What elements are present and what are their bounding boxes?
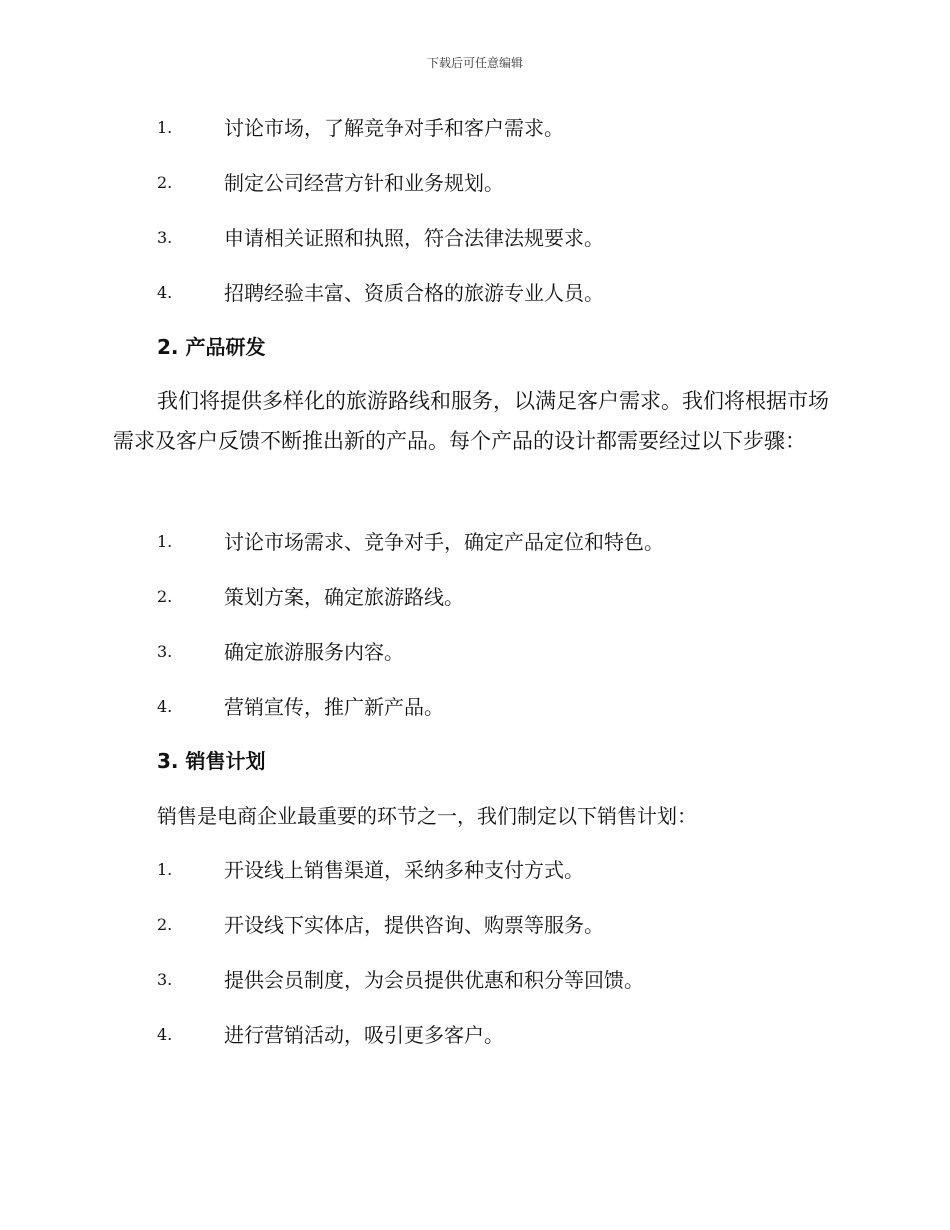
list-number: 2. (157, 587, 173, 606)
list-number: 3. (157, 228, 173, 247)
list-text: 营销宣传，推广新产品。 (224, 695, 444, 719)
section-heading-sales-plan: 3. 销售计划 (157, 749, 266, 773)
list-text: 进行营销活动，吸引更多客户。 (224, 1023, 504, 1047)
list-number: 1. (157, 118, 173, 137)
list-text: 开设线上销售渠道，采纳多种支付方式。 (224, 858, 584, 882)
list-text: 招聘经验丰富、资质合格的旅游专业人员。 (224, 281, 604, 305)
list-item (157, 223, 604, 253)
list-number: 4. (157, 697, 173, 716)
list-number: 1. (157, 532, 173, 551)
list-item (157, 168, 504, 198)
list-number: 3. (157, 642, 173, 661)
list-number: 2. (157, 915, 173, 934)
list-number: 4. (157, 283, 173, 302)
page-header: 下载后可任意编辑 (426, 56, 523, 70)
list-item (157, 965, 644, 995)
list-text: 策划方案，确定旅游路线。 (224, 585, 464, 609)
list-text: 讨论市场需求、竞争对手，确定产品定位和特色。 (224, 530, 664, 554)
list-text: 制定公司经营方针和业务规划。 (224, 171, 504, 195)
list-number: 2. (157, 173, 173, 192)
list-item (157, 637, 404, 667)
list-item (157, 910, 604, 940)
list-text: 申请相关证照和执照，符合法律法规要求。 (224, 226, 604, 250)
list-text: 提供会员制度，为会员提供优惠和积分等回馈。 (224, 968, 644, 992)
list-item (157, 1020, 504, 1050)
list-item (157, 278, 604, 308)
list-number: 3. (157, 970, 173, 989)
list-item (157, 527, 664, 557)
list-text: 开设线下实体店，提供咨询、购票等服务。 (224, 913, 604, 937)
list-number: 1. (157, 860, 173, 879)
list-item (157, 692, 444, 722)
list-number: 4. (157, 1025, 173, 1044)
list-item (157, 113, 564, 143)
list-item (157, 855, 584, 885)
section-paragraph: 销售是电商企业最重要的环节之一，我们制定以下销售计划： (157, 804, 697, 828)
list-text: 确定旅游服务内容。 (224, 640, 404, 664)
list-text: 讨论市场，了解竞争对手和客户需求。 (224, 116, 564, 140)
section-paragraph: 我们将提供多样化的旅游路线和服务，以满足客户需求。我们将根据市场需求及客户反馈不断推出新的产品。每个产品的设计都需要经过以下步骤： (113, 389, 829, 453)
section-heading-product-development: 2. 产品研发 (157, 335, 266, 359)
list-item (157, 582, 464, 612)
